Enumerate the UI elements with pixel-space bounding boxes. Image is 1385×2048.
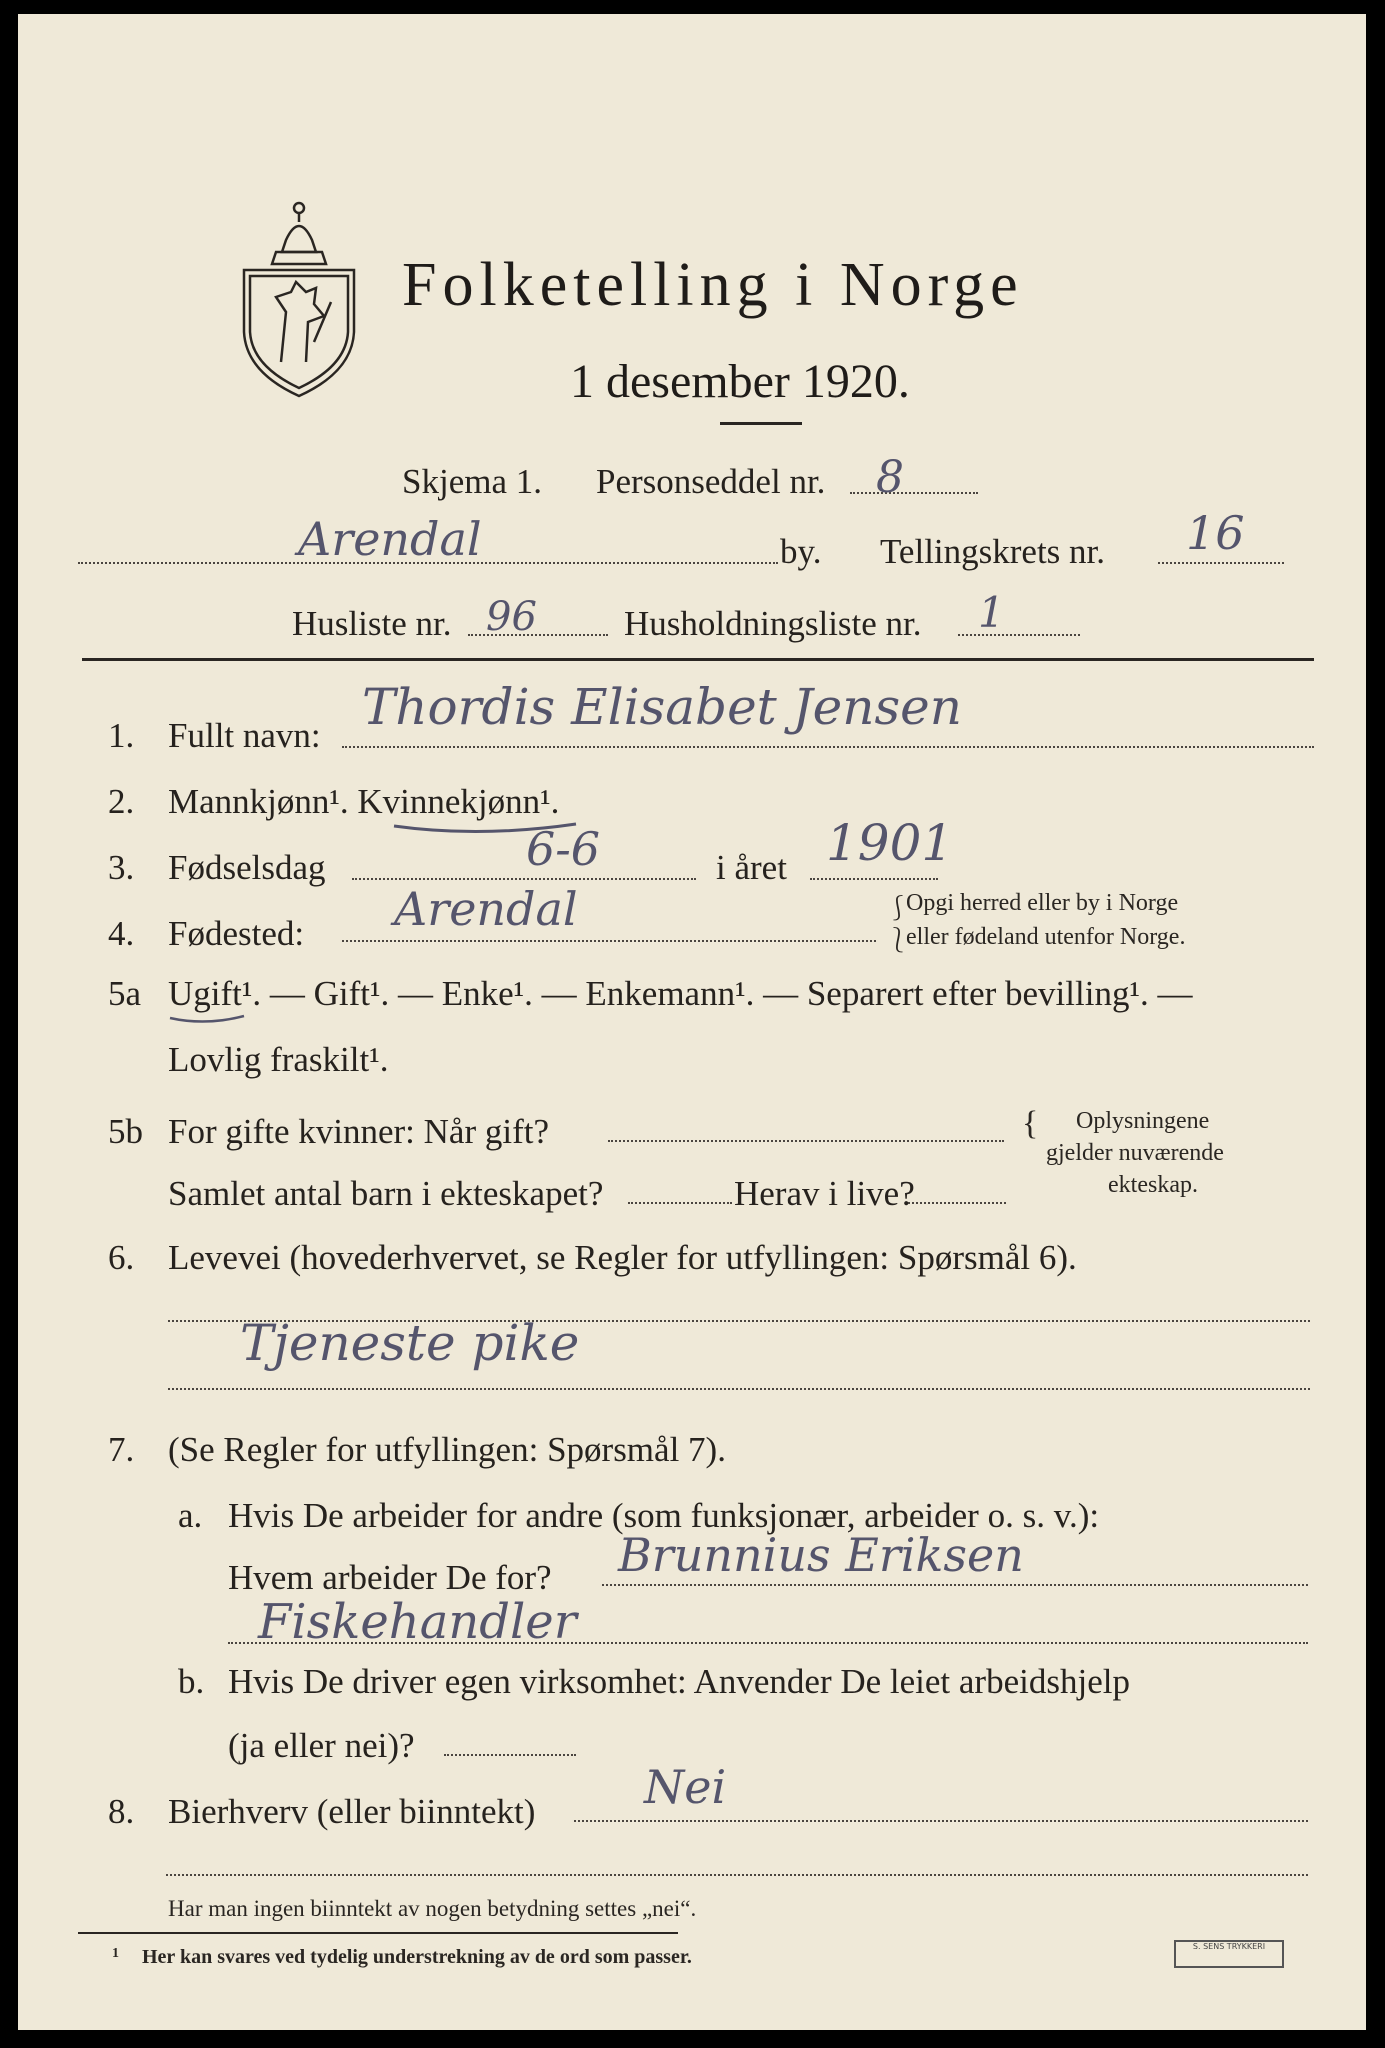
birthday-value[interactable]: 6-6 — [526, 822, 601, 876]
q7b-label: Hvis De driver egen virksomhet: Anvender De leiet arbeidshjelp — [228, 1662, 1130, 1701]
q4-number: 4. — [108, 914, 135, 953]
header-divider — [82, 658, 1314, 661]
q4-note-1: Opgi herred eller by i Norge — [906, 890, 1179, 916]
occupation-value[interactable]: Tjeneste pike — [240, 1314, 580, 1372]
q5b-line-1: For gifte kvinner: Når gift? — [168, 1112, 550, 1151]
employer-value[interactable]: Brunnius Eriksen — [618, 1528, 1024, 1582]
birth-year-value[interactable]: 1901 — [826, 814, 954, 872]
full-name-value[interactable]: Thordis Elisabet Jensen — [362, 678, 962, 736]
q4-brace: ⎰ — [886, 896, 910, 922]
ugift-underline — [166, 994, 248, 1030]
q5a-line-1: Ugift¹. — Gift¹. — Enke¹. — Enkemann¹. — Separert efter bevilling¹. — — [168, 974, 1193, 1013]
form-title: Folketelling i Norge — [402, 251, 1024, 319]
tellingskrets-value[interactable]: 16 — [1186, 506, 1245, 560]
q7-number: 7. — [108, 1430, 135, 1469]
q5b-brace: { — [1022, 1105, 1039, 1142]
birthplace-value[interactable]: Arendal — [394, 882, 578, 936]
q5a-line-2: Lovlig fraskilt¹. — [168, 1040, 389, 1079]
q5b-note-2: gjelder nuværende — [1046, 1140, 1224, 1166]
employer-trade-value[interactable]: Fiskehandler — [258, 1594, 577, 1650]
q3-label: Fødselsdag — [168, 848, 326, 887]
q7a-label: Hvis De arbeider for andre (som funksjonær, arbeider o. s. v.): — [228, 1496, 1100, 1535]
husholdning-value[interactable]: 1 — [978, 588, 1005, 637]
q4-brace-2: ⎱ — [886, 928, 910, 954]
footnote-marker: 1 — [112, 1946, 119, 1961]
q1-label: Fullt navn: — [168, 716, 321, 755]
personseddel-label: Personseddel nr. — [596, 462, 826, 501]
husliste-label: Husliste nr. — [292, 604, 452, 643]
tellingskrets-label: Tellingskrets nr. — [880, 532, 1106, 571]
q1-number: 1. — [108, 716, 135, 755]
q3-number: 3. — [108, 848, 135, 887]
q6-number: 6. — [108, 1238, 135, 1277]
title-divider — [720, 422, 802, 425]
q4-label: Fødested: — [168, 914, 305, 953]
bottom-note: Har man ingen biinntekt av nogen betydning settes „nei“. — [168, 1896, 697, 1921]
footnote-divider — [78, 1932, 678, 1934]
by-label: by. — [780, 532, 822, 571]
q2-label: Mannkjønn¹. Kvinnekjønn¹. — [168, 782, 560, 821]
census-form — [18, 14, 1366, 2030]
personseddel-value[interactable]: 8 — [876, 452, 904, 503]
q5b-note-1: Oplysningene — [1076, 1108, 1210, 1134]
city-value[interactable]: Arendal — [298, 512, 482, 566]
q5b-number: 5b — [108, 1112, 143, 1151]
q2-number: 2. — [108, 782, 135, 821]
printer-stamp: S. SENS TRYKKERI — [1174, 1940, 1284, 1968]
q5b-line-2: Samlet antal barn i ekteskapet? — [168, 1174, 604, 1213]
husholdning-label: Husholdningsliste nr. — [624, 604, 922, 643]
q7-label: (Se Regler for utfyllingen: Spørsmål 7). — [168, 1430, 726, 1469]
q7a-who-label: Hvem arbeider De for? — [228, 1558, 552, 1597]
q8-number: 8. — [108, 1792, 135, 1831]
q5a-number: 5a — [108, 974, 142, 1013]
census-date: 1 desember 1920. — [570, 355, 910, 408]
q3-year-label: i året — [716, 848, 787, 887]
q7a-letter: a. — [178, 1496, 203, 1535]
husliste-value[interactable]: 96 — [486, 594, 537, 640]
q7b-label-2: (ja eller nei)? — [228, 1726, 415, 1765]
q6-label: Levevei (hovederhvervet, se Regler for utfyllingen: Spørsmål 6). — [168, 1238, 1077, 1277]
q4-note-2: eller fødeland utenfor Norge. — [906, 924, 1186, 950]
q5b-note-3: ekteskap. — [1108, 1172, 1198, 1198]
q8-label: Bierhverv (eller biinntekt) — [168, 1792, 536, 1831]
coat-of-arms-icon — [236, 192, 362, 402]
q5b-live-label: Herav i live? — [734, 1174, 915, 1213]
q7b-letter: b. — [178, 1662, 205, 1701]
side-income-value[interactable]: Nei — [644, 1760, 727, 1814]
footnote-text: Her kan svares ved tydelig understrekning av de ord som passer. — [142, 1946, 692, 1968]
schema-label: Skjema 1. — [402, 462, 542, 501]
